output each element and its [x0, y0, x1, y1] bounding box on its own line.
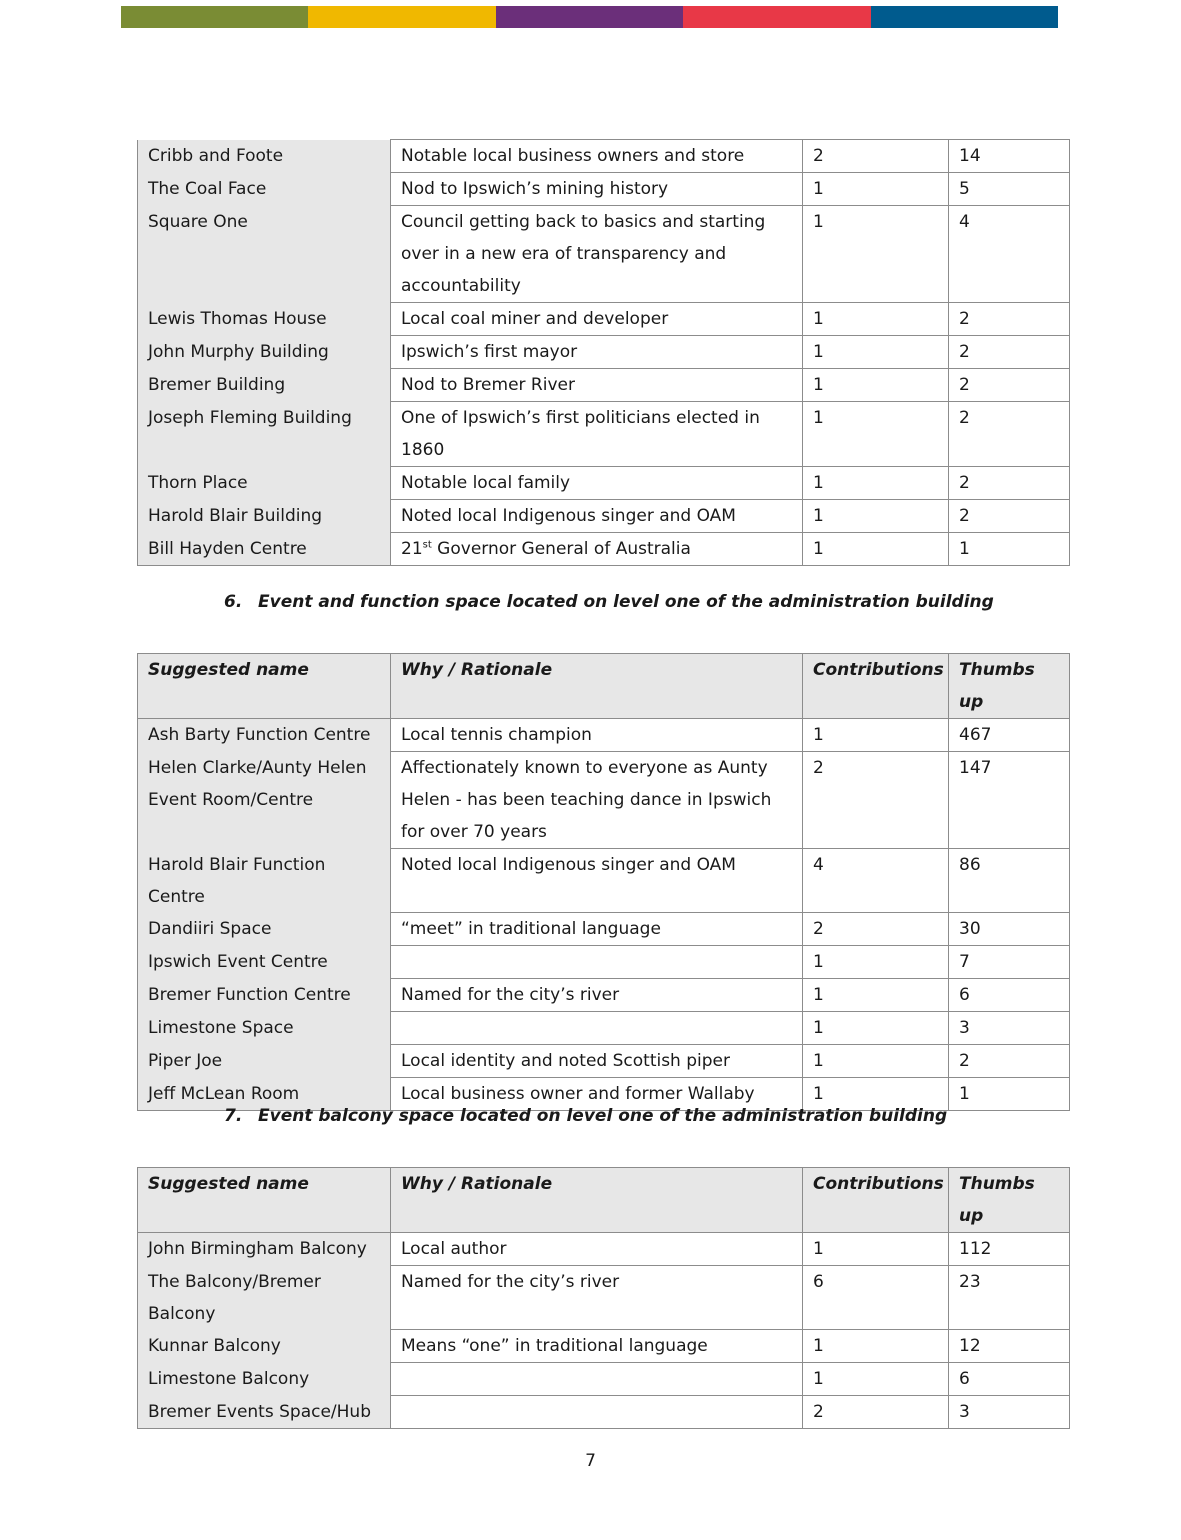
contributions-cell: 1 [803, 1045, 949, 1078]
rationale-cell: Affectionately known to everyone as Aunty Helen - has been teaching dance in Ipswich for over 70 years [391, 752, 803, 849]
table-row [138, 1233, 1070, 1266]
thumbs-up-cell: 3 [949, 1396, 1070, 1429]
thumbs-up-cell: 1 [949, 1078, 1070, 1111]
contributions-cell: 2 [803, 1396, 949, 1429]
rationale-cell: Local coal miner and developer [391, 303, 803, 336]
thumbs-up-cell: 2 [949, 369, 1070, 402]
contributions-cell: 1 [803, 336, 949, 369]
contributions-cell: 1 [803, 533, 949, 566]
table-section-7 [137, 1167, 1070, 1429]
table-row [138, 336, 1070, 369]
thumbs-up-cell: 467 [949, 719, 1070, 752]
table-row [138, 369, 1070, 402]
table-row [138, 303, 1070, 336]
rationale-cell: Council getting back to basics and starting over in a new era of transparency and accountability [391, 206, 803, 303]
table-row [138, 1363, 1070, 1396]
suggested-name-cell: Limestone Balcony [138, 1363, 391, 1396]
contributions-cell: 6 [803, 1266, 949, 1330]
suggested-name-cell: Limestone Space [138, 1012, 391, 1045]
rationale-cell: Local identity and noted Scottish piper [391, 1045, 803, 1078]
rationale-ordinal-suffix: st [422, 539, 432, 551]
suggested-name-cell: Bremer Function Centre [138, 979, 391, 1012]
table-row [138, 849, 1070, 913]
table-row [138, 1045, 1070, 1078]
rationale-cell [391, 946, 803, 979]
suggested-name-cell: Bremer Building [138, 369, 391, 402]
suggested-name-cell: Joseph Fleming Building [138, 402, 391, 467]
suggested-name-cell: Ash Barty Function Centre [138, 719, 391, 752]
thumbs-up-cell: 2 [949, 336, 1070, 369]
thumbs-up-cell: 30 [949, 913, 1070, 946]
suggested-name-cell: Thorn Place [138, 467, 391, 500]
thumbs-up-cell: 2 [949, 303, 1070, 336]
suggested-name-cell: John Birmingham Balcony [138, 1233, 391, 1266]
rationale-cell: One of Ipswich’s first politicians elected in 1860 [391, 402, 803, 467]
table-row [138, 1012, 1070, 1045]
suggested-name-cell: Harold Blair Building [138, 500, 391, 533]
contributions-cell: 2 [803, 140, 949, 173]
thumbs-up-cell: 6 [949, 979, 1070, 1012]
thumbs-up-cell: 86 [949, 849, 1070, 913]
contributions-cell: 2 [803, 913, 949, 946]
table-row [138, 913, 1070, 946]
header-rationale: Why / Rationale [391, 654, 803, 719]
suggested-name-cell: Helen Clarke/Aunty Helen Event Room/Centre [138, 752, 391, 849]
thumbs-up-cell: 112 [949, 1233, 1070, 1266]
table-row [138, 1396, 1070, 1429]
table-header-row [138, 1168, 1070, 1233]
contributions-cell: 1 [803, 369, 949, 402]
table-row [138, 946, 1070, 979]
rationale-cell: Named for the city’s river [391, 1266, 803, 1330]
rationale-cell: Means “one” in traditional language [391, 1330, 803, 1363]
suggested-name-cell: Piper Joe [138, 1045, 391, 1078]
contributions-cell: 1 [803, 1363, 949, 1396]
rationale-cell: Nod to Ipswich’s mining history [391, 173, 803, 206]
thumbs-up-cell: 23 [949, 1266, 1070, 1330]
suggested-name-cell: Cribb and Foote [138, 140, 391, 173]
thumbs-up-cell: 5 [949, 173, 1070, 206]
contributions-cell: 1 [803, 1330, 949, 1363]
table-row [138, 719, 1070, 752]
suggested-name-cell: Harold Blair Function Centre [138, 849, 391, 913]
table-section-6 [137, 653, 1070, 1111]
rationale-cell: Noted local Indigenous singer and OAM [391, 849, 803, 913]
contributions-cell: 2 [803, 752, 949, 849]
suggested-name-cell: Jeff McLean Room [138, 1078, 391, 1111]
thumbs-up-cell: 1 [949, 533, 1070, 566]
suggested-name-cell: Dandiiri Space [138, 913, 391, 946]
brand-color-bar [121, 6, 1058, 28]
header-suggested-name: Suggested name [138, 654, 391, 719]
contributions-cell: 1 [803, 303, 949, 336]
rationale-cell: Notable local business owners and store [391, 140, 803, 173]
brand-color-red [683, 6, 870, 28]
contributions-cell: 1 [803, 206, 949, 303]
suggested-name-cell: The Balcony/Bremer Balcony [138, 1266, 391, 1330]
table-header-row [138, 654, 1070, 719]
contributions-cell: 1 [803, 500, 949, 533]
rationale-cell: Notable local family [391, 467, 803, 500]
brand-color-yellow [308, 6, 495, 28]
section-6-heading [224, 592, 994, 612]
table-row [138, 1266, 1070, 1330]
rationale-cell [391, 1363, 803, 1396]
contributions-cell: 1 [803, 173, 949, 206]
contributions-cell: 1 [803, 1012, 949, 1045]
table-row [138, 533, 1070, 566]
table-row [138, 500, 1070, 533]
section-7-heading [224, 1106, 947, 1126]
thumbs-up-cell: 6 [949, 1363, 1070, 1396]
thumbs-up-cell: 2 [949, 1045, 1070, 1078]
suggested-name-cell: Bill Hayden Centre [138, 533, 391, 566]
header-contributions: Contributions [803, 1168, 949, 1233]
table-row [138, 979, 1070, 1012]
table-row [138, 173, 1070, 206]
contributions-cell: 4 [803, 849, 949, 913]
contributions-cell: 1 [803, 402, 949, 467]
table-row [138, 206, 1070, 303]
suggested-name-cell: Lewis Thomas House [138, 303, 391, 336]
thumbs-up-cell: 3 [949, 1012, 1070, 1045]
suggested-name-cell: Ipswich Event Centre [138, 946, 391, 979]
thumbs-up-cell: 4 [949, 206, 1070, 303]
thumbs-up-cell: 2 [949, 500, 1070, 533]
rationale-cell: Ipswich’s first mayor [391, 336, 803, 369]
suggested-name-cell: The Coal Face [138, 173, 391, 206]
rationale-cell [391, 1396, 803, 1429]
rationale-cell: Local tennis champion [391, 719, 803, 752]
contributions-cell: 1 [803, 719, 949, 752]
thumbs-up-cell: 2 [949, 467, 1070, 500]
section-number: 6. [224, 592, 243, 612]
section-title: Event and function space located on level one of the administration building [258, 592, 994, 612]
contributions-cell: 1 [803, 1233, 949, 1266]
page-number: 7 [585, 1451, 596, 1471]
brand-color-blue [871, 6, 1058, 28]
header-suggested-name: Suggested name [138, 1168, 391, 1233]
rationale-cell: Noted local Indigenous singer and OAM [391, 500, 803, 533]
thumbs-up-cell: 12 [949, 1330, 1070, 1363]
section-number: 7. [224, 1106, 243, 1126]
rationale-cell: Nod to Bremer River [391, 369, 803, 402]
rationale-cell [391, 533, 803, 566]
brand-color-purple [496, 6, 683, 28]
table-row [138, 1330, 1070, 1363]
rationale-cell: “meet” in traditional language [391, 913, 803, 946]
thumbs-up-cell: 7 [949, 946, 1070, 979]
brand-color-green [121, 6, 308, 28]
thumbs-up-cell: 2 [949, 402, 1070, 467]
header-contributions: Contributions [803, 654, 949, 719]
suggested-name-cell: Square One [138, 206, 391, 303]
rationale-cell [391, 1012, 803, 1045]
header-thumbs-up: Thumbs up [949, 1168, 1070, 1233]
contributions-cell: 1 [803, 467, 949, 500]
table-row [138, 752, 1070, 849]
thumbs-up-cell: 147 [949, 752, 1070, 849]
suggested-name-cell: Kunnar Balcony [138, 1330, 391, 1363]
header-thumbs-up: Thumbs up [949, 654, 1070, 719]
contributions-cell: 1 [803, 979, 949, 1012]
table-row [138, 140, 1070, 173]
rationale-cell: Local author [391, 1233, 803, 1266]
header-rationale: Why / Rationale [391, 1168, 803, 1233]
rationale-ordinal: 21 [401, 539, 423, 559]
suggested-name-cell: John Murphy Building [138, 336, 391, 369]
rationale-cell: Named for the city’s river [391, 979, 803, 1012]
suggested-name-cell: Bremer Events Space/Hub [138, 1396, 391, 1429]
contributions-cell: 1 [803, 1078, 949, 1111]
rationale-cell: Local business owner and former Wallaby [391, 1078, 803, 1111]
thumbs-up-cell: 14 [949, 140, 1070, 173]
section-title: Event balcony space located on level one of the administration building [258, 1106, 948, 1126]
rationale-text: Governor General of Australia [431, 539, 691, 559]
table-row [138, 402, 1070, 467]
table-section-5-continued [137, 139, 1070, 566]
contributions-cell: 1 [803, 946, 949, 979]
table-row [138, 467, 1070, 500]
